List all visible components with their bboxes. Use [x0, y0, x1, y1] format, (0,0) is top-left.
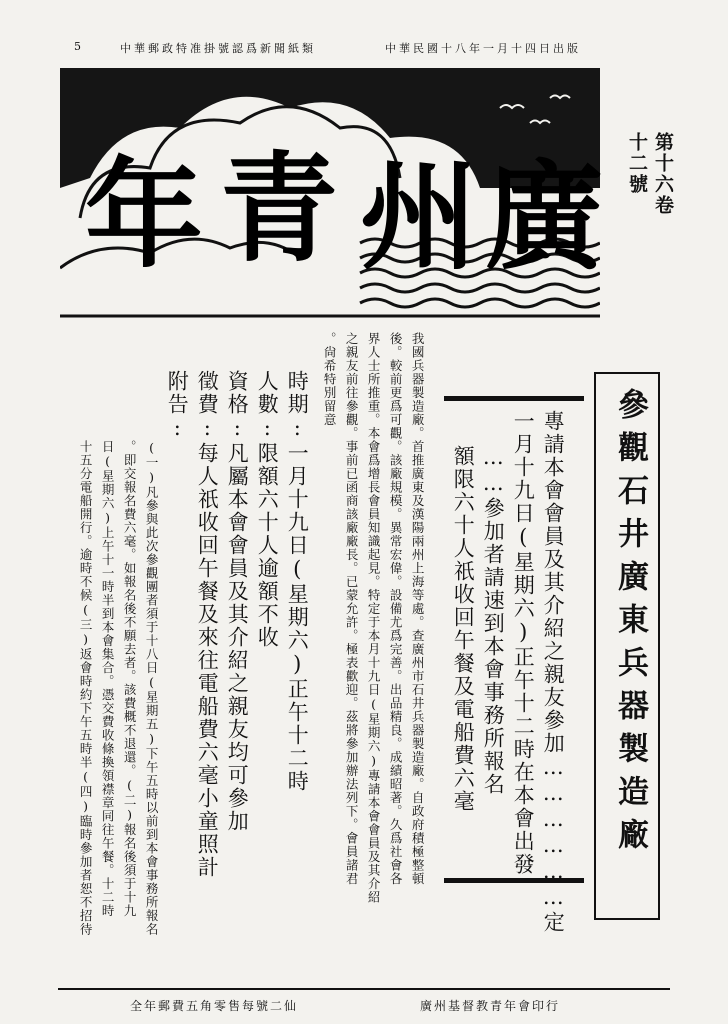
postal-caption: 中華郵政特准掛號認爲新聞紙類: [120, 42, 316, 55]
notice-line-2: 一月十九日(星期六)正午十二時在本會出發: [511, 410, 536, 876]
issue-label: 十二號: [626, 132, 648, 195]
detail-appendix-label: 附告:: [165, 370, 190, 442]
notice-top-bar: [444, 396, 584, 401]
appendix-line-3: 日(星期六)上午十一時半到本會集合。憑交費收條換領襟章同往午餐。十二時: [100, 440, 116, 918]
volume-label: 第十六卷: [652, 132, 674, 216]
appendix-line-4: 十五分電船開行。逾時不候(三)返會時約下午五時半(四)臨時參加者恕不招待: [78, 440, 94, 936]
notice-line-4: 額限六十人祇收回午餐及電船費六毫: [451, 445, 476, 813]
date-caption: 中華民國十八年一月十四日出版: [385, 42, 581, 55]
title-char-4: 年: [85, 145, 204, 284]
article-line-1: 我國兵器製造廠。首推廣東及漢陽兩州上海等處。查廣州市石井兵器製造廠。自政府積極整頓: [410, 332, 426, 886]
notice-line-1: 專請本會會員及其介紹之親友參加………………定: [541, 410, 566, 934]
detail-count: 人數:限額六十人逾額不收: [255, 370, 280, 649]
title-char-1: 廣: [485, 147, 604, 286]
article-line-4: 之親友前往參觀。事前已函商該廠廠長。已蒙允許。極表歡迎。茲將參加辦法列下。會員諸君: [344, 332, 360, 886]
title-char-3: 青: [220, 139, 339, 278]
page-number: 5: [74, 40, 84, 53]
detail-date: 時期:一月十九日(星期六)正午十二時: [285, 370, 310, 793]
detail-eligibility: 資格:凡屬本會會員及其介紹之親友均可參加: [225, 370, 250, 833]
article-line-5: 。尙希特別留意: [322, 332, 338, 427]
footer-rule: [58, 988, 670, 990]
title-char-2: 州: [360, 147, 479, 286]
publisher-caption: 廣州基督教青年會印行: [420, 999, 561, 1013]
price-caption: 全年郵費五角零售每號二仙: [130, 999, 299, 1013]
masthead-illustration: [60, 68, 604, 318]
article-line-2: 後。較前更爲可觀。該廠規模。異常宏偉。設備尤爲完善。出品精良。成績昭著。久爲社會各: [388, 332, 404, 886]
notice-title: 參觀石井廣東兵器製造廠: [612, 388, 648, 861]
detail-fee: 徵費:每人祇收回午餐及來往電船費六毫小童照計: [195, 370, 220, 879]
appendix-line-1: (一)凡參與此次參觀團者須于十八日(星期五)下午五時以前到本會事務所報名: [144, 440, 160, 936]
notice-line-3: ……參加者請速到本會事務所報名: [481, 445, 506, 796]
article-line-3: 界人士所推重。本會爲增長會員知識起見。特定于本月十九日(星期六)專請本會會員及其介紹: [366, 332, 382, 904]
appendix-line-2: 。即交報名費六毫。如報名後不願去者。該費概不退還。(二)報名後須于十九: [122, 440, 138, 918]
